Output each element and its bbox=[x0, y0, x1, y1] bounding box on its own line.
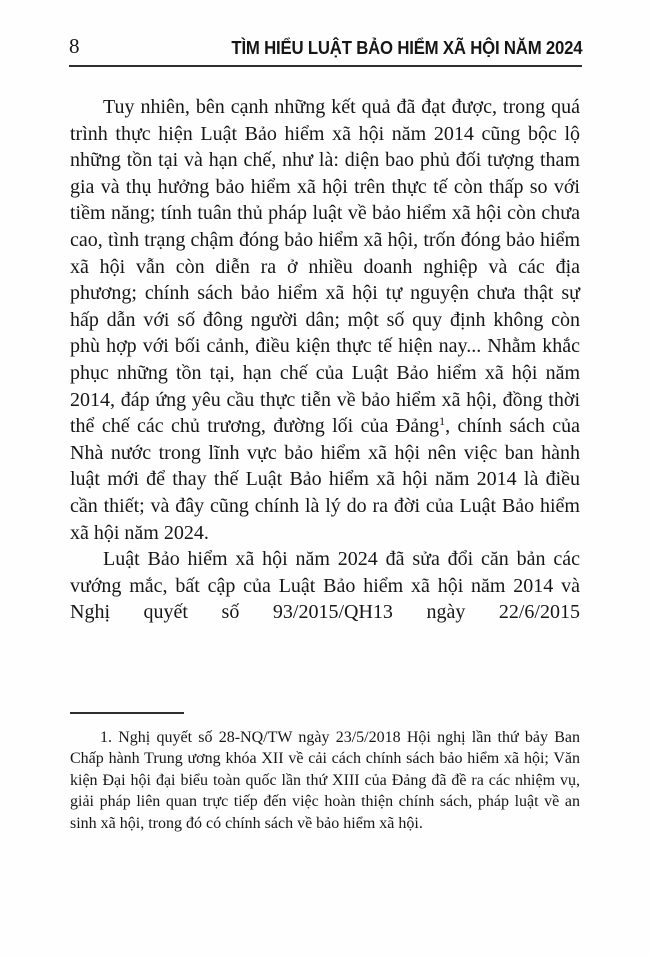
running-title: TÌM HIỂU LUẬT BẢO HIỂM XÃ HỘI NĂM 2024 bbox=[230, 38, 582, 58]
paragraph-1 bbox=[70, 94, 580, 546]
page-number: 8 bbox=[69, 34, 80, 58]
page-header bbox=[69, 36, 582, 67]
footnote-ref-superscript: 1 bbox=[439, 414, 446, 429]
footnote-separator-rule bbox=[70, 712, 184, 714]
footnote-text bbox=[70, 727, 580, 834]
paragraph-1-text: Tuy nhiên, bên cạnh những kết quả đã đạt được, trong quá trình thực hiện Luật Bảo hiểm xã hội năm 2014 cũng bộc lộ những tồn tại và hạn chế, như là: diện bao phủ đối tượng tham gia và thụ hưởng bảo hiểm xã hội trên thực tế còn thấp so với tiềm năng; tính tuân thủ pháp luật về bảo hiểm xã hội còn chưa cao, tình trạng chậm đóng bảo hiểm xã hội, trốn đóng bảo hiểm xã hội vẫn còn diễn ra ở nhiều doanh nghiệp và các địa phương; chính sách bảo hiểm xã hội tự nguyện chưa thật sự hấp dẫn với số đông người dân; một số quy định không còn phù hợp với bối cảnh, điều kiện thực tế hiện nay... Nhằm khắc phục những tồn tại, hạn chế của Luật Bảo hiểm xã hội năm 2014, đáp ứng yêu cầu thực tiễn về bảo hiểm xã hội, đồng thời thể chế các chủ trương, đường lối của Đảng bbox=[70, 96, 580, 438]
footnote-number: 1. bbox=[100, 729, 112, 746]
footnote-section bbox=[70, 712, 580, 834]
footnote-body: Nghị quyết số 28-NQ/TW ngày 23/5/2018 Hội nghị lần thứ bảy Ban Chấp hành Trung ương khóa XII về cải cách chính sách bảo hiểm xã hội; Văn kiện Đại hội đại biểu toàn quốc lần thứ XIII của Đảng đã đề ra các nhiệm vụ, giải pháp liên quan trực tiếp đến việc hoàn thiện chính sách, pháp luật về an sinh xã hội, trong đó có chính sách về bảo hiểm xã hội. bbox=[70, 729, 581, 832]
paragraph-2: Luật Bảo hiểm xã hội năm 2024 đã sửa đổi căn bản các vướng mắc, bất cập của Luật Bảo hiểm xã hội năm 2014 và Nghị quyết số 93/2015/QH13 ngày 22/6/2015 bbox=[70, 548, 580, 624]
page-body bbox=[70, 94, 580, 626]
paragraph-1-continuation: , chính sách của Nhà nước trong lĩnh vực bảo hiểm xã hội nên việc ban hành luật mới để thay thế Luật Bảo hiểm xã hội năm 2014 là điều cần thiết; và đây cũng chính là lý do ra đời của Luật Bảo hiểm xã hội năm 2024. bbox=[70, 415, 580, 544]
